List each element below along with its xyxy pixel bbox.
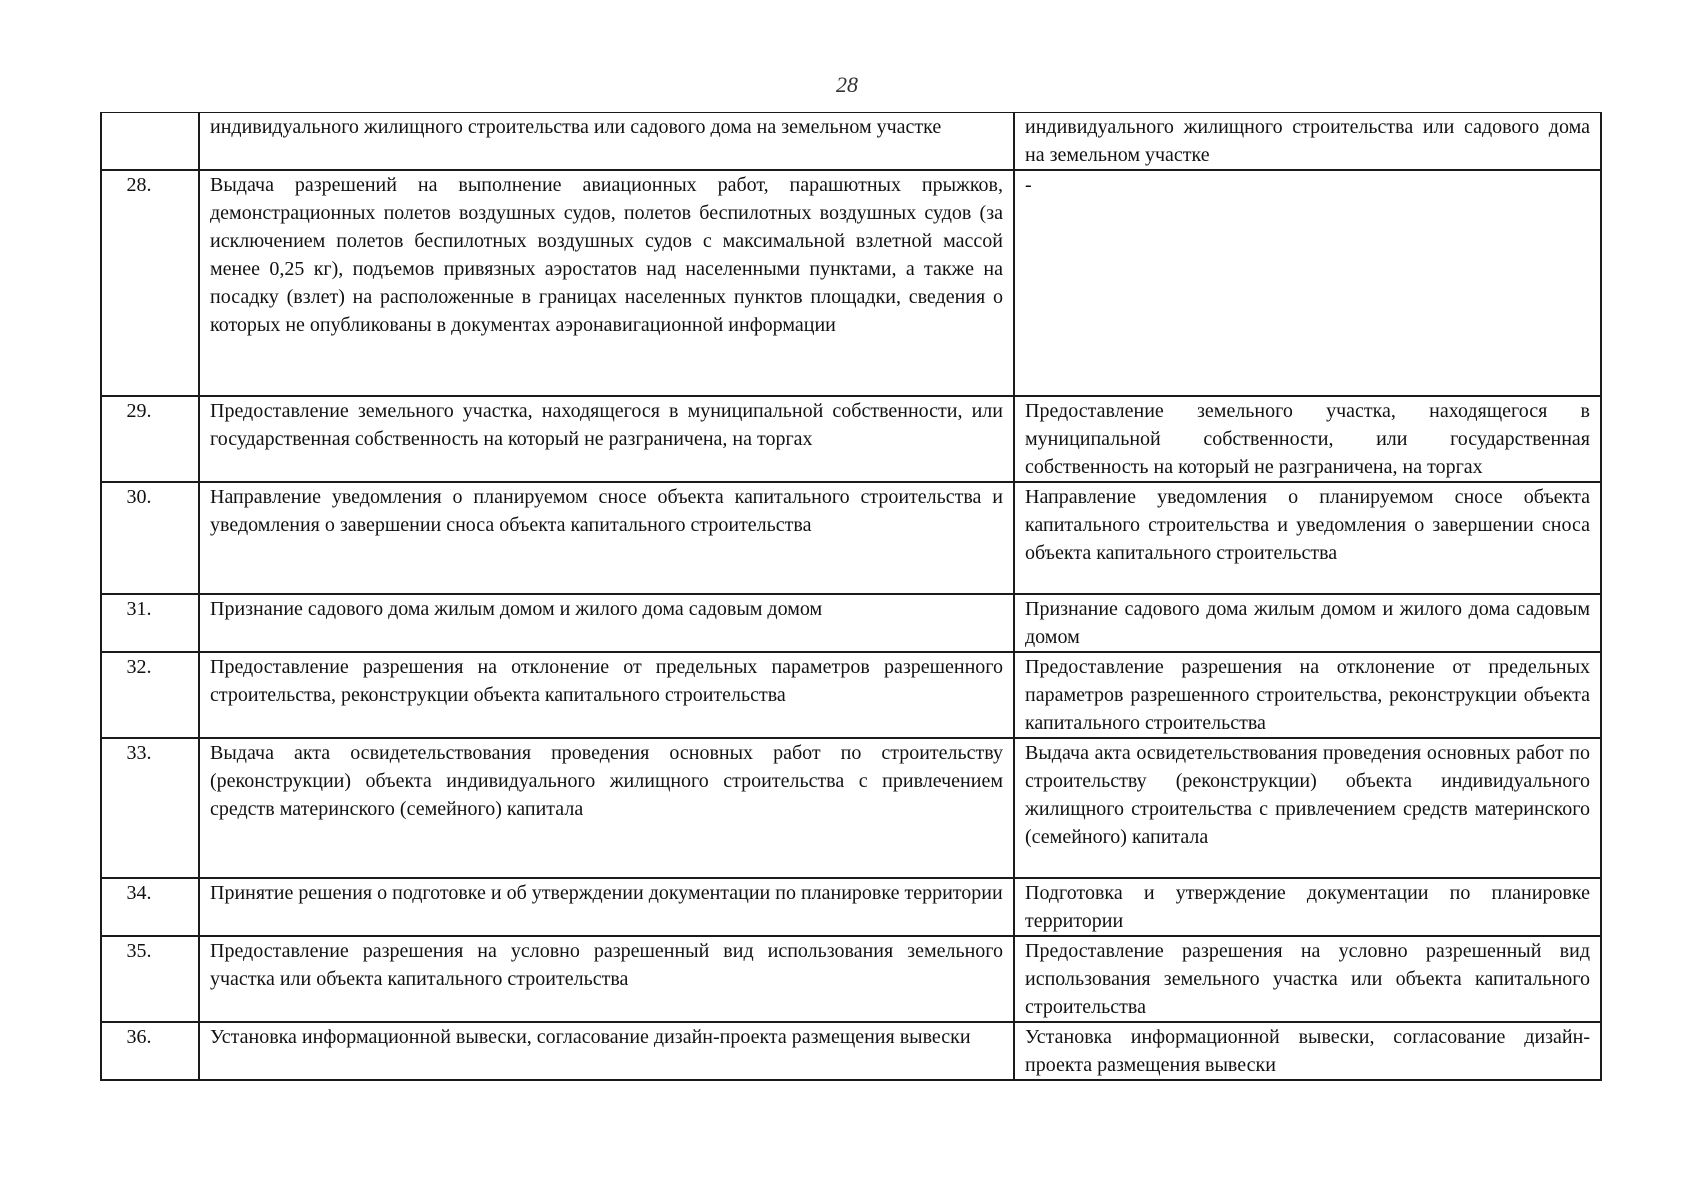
row-number [101,113,199,171]
row-number: 34. [101,878,199,936]
page-number: 28 [836,72,858,97]
table-row [101,738,1601,878]
service-name: Установка информационной вывески, согласование дизайн-проекта размещения вывески [199,1022,1014,1080]
table-row [101,170,1601,396]
service-name: Принятие решения о подготовке и об утверждении документации по планировке территории [199,878,1014,936]
service-name: Предоставление земельного участка, находящегося в муниципальной собственности, или государственная собственность на который не разграничена, на торгах [199,396,1014,482]
table-row [101,652,1601,738]
counterpart-service-name: Признание садового дома жилым домом и жилого дома садовым домом [1014,594,1601,652]
row-number: 31. [101,594,199,652]
counterpart-service-name: Направление уведомления о планируемом сносе объекта капитального строительства и уведомления о завершении сноса объекта капитального строительства [1014,482,1601,594]
counterpart-service-name: Установка информационной вывески, согласование дизайн-проекта размещения вывески [1014,1022,1601,1080]
table-row [101,482,1601,594]
service-name: Предоставление разрешения на отклонение от предельных параметров разрешенного строительства, реконструкции объекта капитального строительства [199,652,1014,738]
row-number: 28. [101,170,199,396]
row-number: 29. [101,396,199,482]
services-table [100,112,1602,1081]
row-number: 35. [101,936,199,1022]
service-name: Предоставление разрешения на условно разрешенный вид использования земельного участка или объекта капитального строительства [199,936,1014,1022]
counterpart-service-name: Подготовка и утверждение документации по планировке территории [1014,878,1601,936]
table-row [101,396,1601,482]
table-row [101,594,1601,652]
row-number: 36. [101,1022,199,1080]
table-row [101,936,1601,1022]
counterpart-service-name: Предоставление разрешения на условно разрешенный вид использования земельного участка или объекта капитального строительства [1014,936,1601,1022]
service-name: Признание садового дома жилым домом и жилого дома садовым домом [199,594,1014,652]
table-row [101,878,1601,936]
counterpart-service-name: - [1014,170,1601,396]
counterpart-service-name: Выдача акта освидетельствования проведения основных работ по строительству (реконструкции) объекта индивидуального жилищного строительства с привлечением средств материнского (семейного) капитала [1014,738,1601,878]
service-name: Выдача акта освидетельствования проведения основных работ по строительству (реконструкции) объекта индивидуального жилищного строительства с привлечением средств материнского (семейного) капитала [199,738,1014,878]
table-row [101,1022,1601,1080]
counterpart-service-name: Предоставление земельного участка, находящегося в муниципальной собственности, или государственная собственность на который не разграничена, на торгах [1014,396,1601,482]
service-name: Направление уведомления о планируемом сносе объекта капитального строительства и уведомления о завершении сноса объекта капитального строительства [199,482,1014,594]
row-number: 30. [101,482,199,594]
counterpart-service-name: индивидуального жилищного строительства или садового дома на земельном участке [1014,113,1601,171]
table-row [101,113,1601,171]
service-name: Выдача разрешений на выполнение авиационных работ, парашютных прыжков, демонстрационных полетов воздушных судов, полетов беспилотных воздушных судов (за исключением полетов беспилотных воздушных судов с максимальной взлетной массой менее 0,25 кг), подъемов привязных аэростатов над населенными пунктами, а также на посадку (взлет) на расположенные в границах населенных пунктов площадки, сведения о которых не опубликованы в документах аэронавигационной информации [199,170,1014,396]
service-name: индивидуального жилищного строительства или садового дома на земельном участке [199,113,1014,171]
row-number: 33. [101,738,199,878]
row-number: 32. [101,652,199,738]
counterpart-service-name: Предоставление разрешения на отклонение от предельных параметров разрешенного строительства, реконструкции объекта капитального строительства [1014,652,1601,738]
